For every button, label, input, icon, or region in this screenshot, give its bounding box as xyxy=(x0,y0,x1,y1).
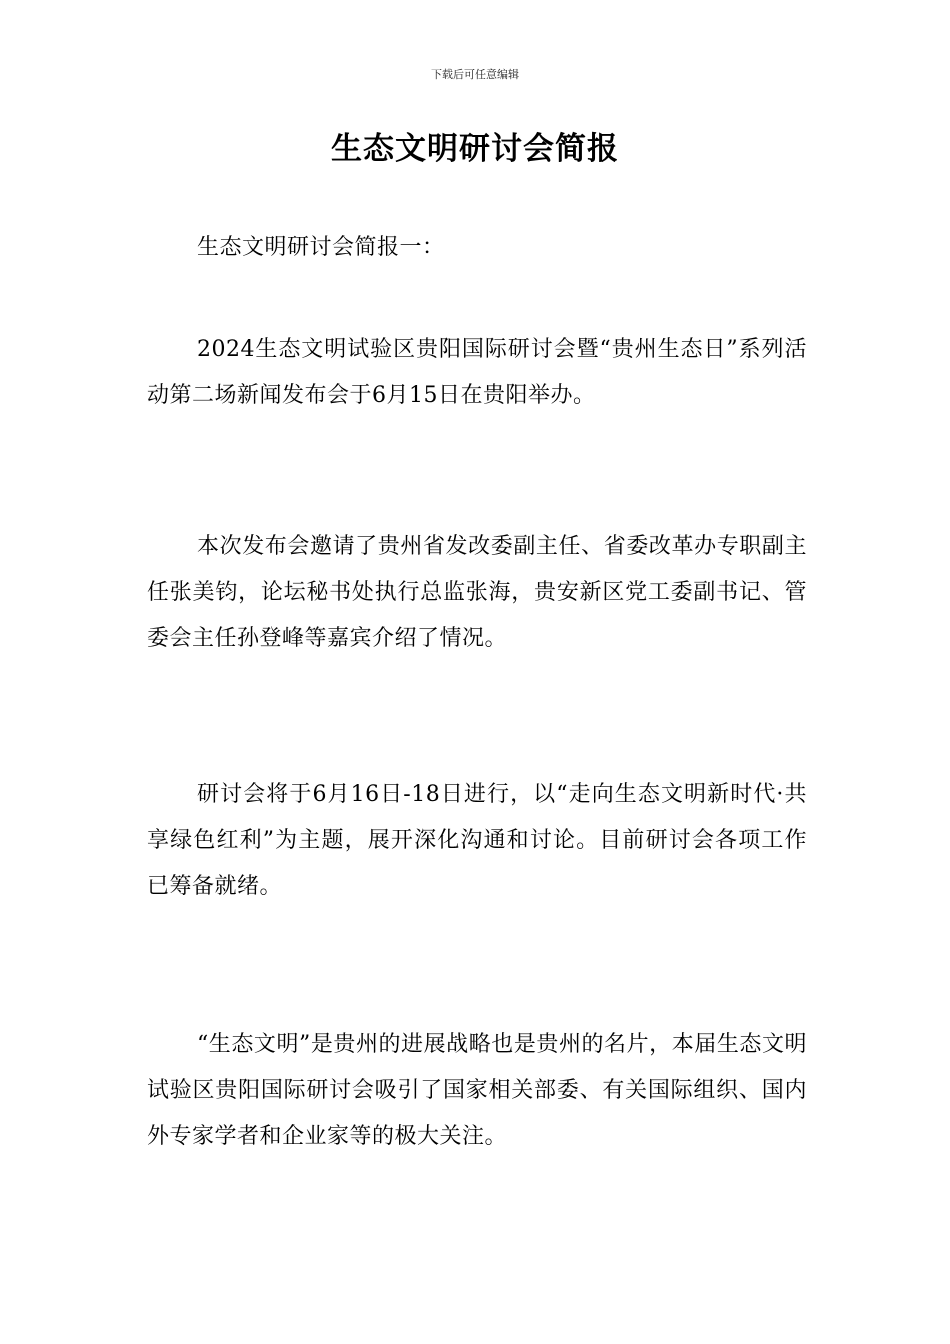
paragraph-significance: “生态文明”是贵州的进展战略也是贵州的名片，本届生态文明试验区贵阳国际研讨会吸引了国家相关部委、有关国际组织、国内外专家学者和企业家等的极大关注。 xyxy=(147,1032,807,1149)
document-title: 生态文明研讨会简报 xyxy=(331,131,619,167)
paragraph-guests: 本次发布会邀请了贵州省发改委副主任、省委改革办专职副主任张美钧，论坛秘书处执行总监张海，贵安新区党工委副书记、管委会主任孙登峰等嘉宾介绍了情况。 xyxy=(147,534,807,651)
paragraph-schedule: 研讨会将于6月16日-18日进行，以“走向生态文明新时代·共享绿色红利”为主题，展开深化沟通和讨论。目前研讨会各项工作已筹备就绪。 xyxy=(147,782,807,899)
header-note: 下载后可任意编辑 xyxy=(431,68,519,81)
paragraph-intro: 生态文明研讨会简报一： xyxy=(197,235,445,260)
paragraph-press-conference: 2024生态文明试验区贵阳国际研讨会暨“贵州生态日”系列活动第二场新闻发布会于6月15日在贵阳举办。 xyxy=(147,337,807,408)
